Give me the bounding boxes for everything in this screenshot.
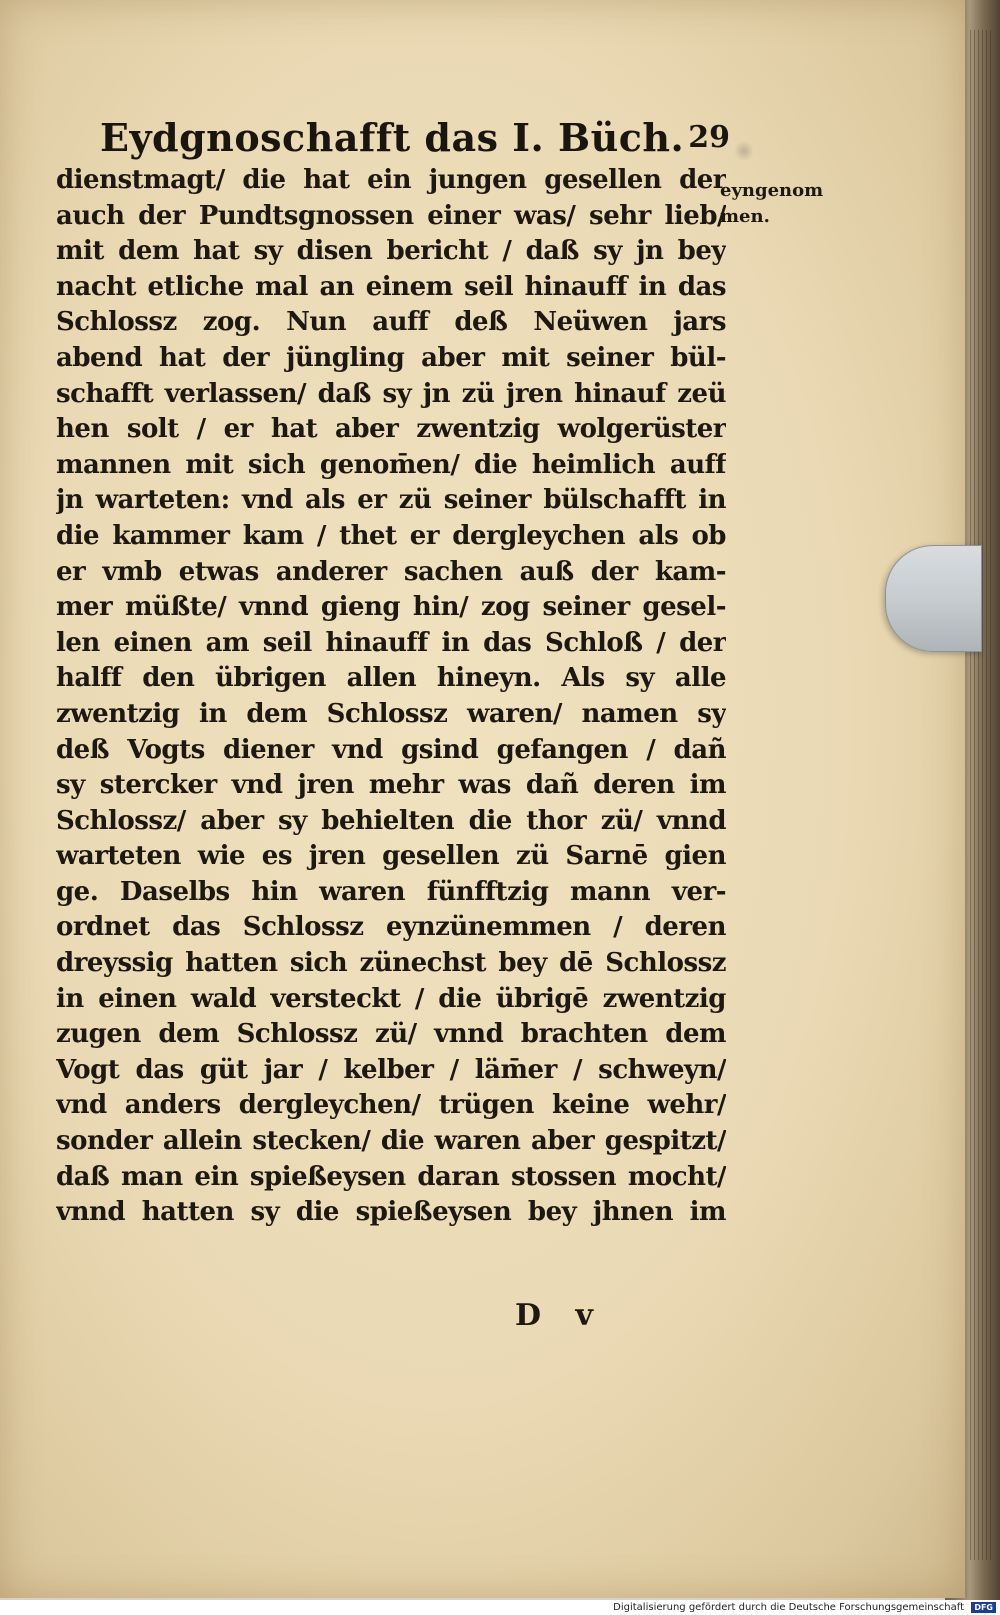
text-line: auch der Pundtsgnossen einer was/ sehr lieb/: [56, 200, 726, 231]
text-line: zugen dem Schlossz zü/ vnnd brachten dem: [56, 1019, 726, 1050]
text-line: nacht etliche mal an einem seil hinauff in das: [56, 271, 726, 302]
text-line: schafft verlassen/ daß sy jn zü jren hinauf zeü: [56, 378, 726, 409]
margin-note-line: men.: [720, 206, 770, 227]
text-line: Schlossz zog. Nun auff deß Neüwen jars: [56, 307, 726, 338]
margin-note-line: eyngenom: [720, 180, 824, 201]
signature-mark: D v: [515, 1298, 605, 1333]
body-text: [56, 163, 726, 1231]
text-line: dienstmagt/ die hat ein jungen gesellen der: [56, 165, 726, 195]
text-line: die kammer kam / thet er dergleychen als ob: [56, 520, 726, 551]
text-line: sonder allein stecken/ die waren aber gespitzt/: [56, 1126, 726, 1157]
dfg-logo: DFG: [971, 1602, 996, 1613]
text-line: vnnd hatten sy die spießeysen bey jhnen im: [56, 1197, 726, 1228]
text-line: in einen wald versteckt / die übrigē zwentzig: [56, 983, 726, 1014]
text-line: warteten wie es jren gesellen zü Sarnē gien: [56, 841, 726, 872]
footer-strip: [0, 1600, 1000, 1615]
text-line: zwentzig in dem Schlossz waren/ namen sy: [56, 698, 726, 729]
text-line: vnd anders dergleychen/ trügen keine wehr/: [56, 1090, 726, 1121]
text-line: ordnet das Schlossz eynzünemmen / deren: [56, 912, 726, 943]
text-line: mit dem hat sy disen bericht / daß sy jn bey: [56, 236, 726, 267]
text-line: Schlossz/ aber sy behielten die thor zü/ vnnd: [56, 805, 726, 836]
text-line: hen solt / er hat aber zwentzig wolgerüster: [56, 414, 726, 445]
text-line: dreyssig hatten sich zünechst bey dē Schlossz: [56, 948, 726, 979]
text-line: sy stercker vnd jren mehr was dañ deren im: [56, 770, 726, 801]
text-line: mer müßte/ vnnd gieng hin/ zog seiner gesel-: [56, 592, 726, 623]
running-title: Eydgnoschafft das I. Büch.: [100, 114, 685, 160]
text-line: ge. Daselbs hin waren fünfftzig mann ver-: [56, 876, 726, 907]
book-clasp: [885, 545, 982, 652]
text-line: daß man ein spießeysen daran stossen mocht/: [56, 1161, 726, 1192]
text-line: abend hat der jüngling aber mit seiner bül-: [56, 342, 726, 373]
page-header: [100, 112, 740, 162]
page-number: 29: [688, 119, 730, 155]
text-line: jn warteten: vnd als er zü seiner bülschafft in: [56, 485, 726, 516]
margin-note: [720, 178, 840, 230]
footer-credit: Digitalisierung gefördert durch die Deutsche Forschungsgemeinschaft: [613, 1602, 964, 1613]
text-line: er vmb etwas anderer sachen auß der kam-: [56, 556, 726, 587]
text-line: len einen am seil hinauff in das Schloß / der: [56, 627, 726, 658]
text-line: Vogt das güt jar / kelber / läm̄er / schweyn/: [56, 1054, 726, 1085]
text-line: mannen mit sich genom̄en/ die heimlich auff: [56, 449, 726, 480]
text-line: deß Vogts diener vnd gsind gefangen / dañ: [56, 734, 726, 765]
text-line: halff den übrigen allen hineyn. Als sy alle: [56, 663, 726, 694]
